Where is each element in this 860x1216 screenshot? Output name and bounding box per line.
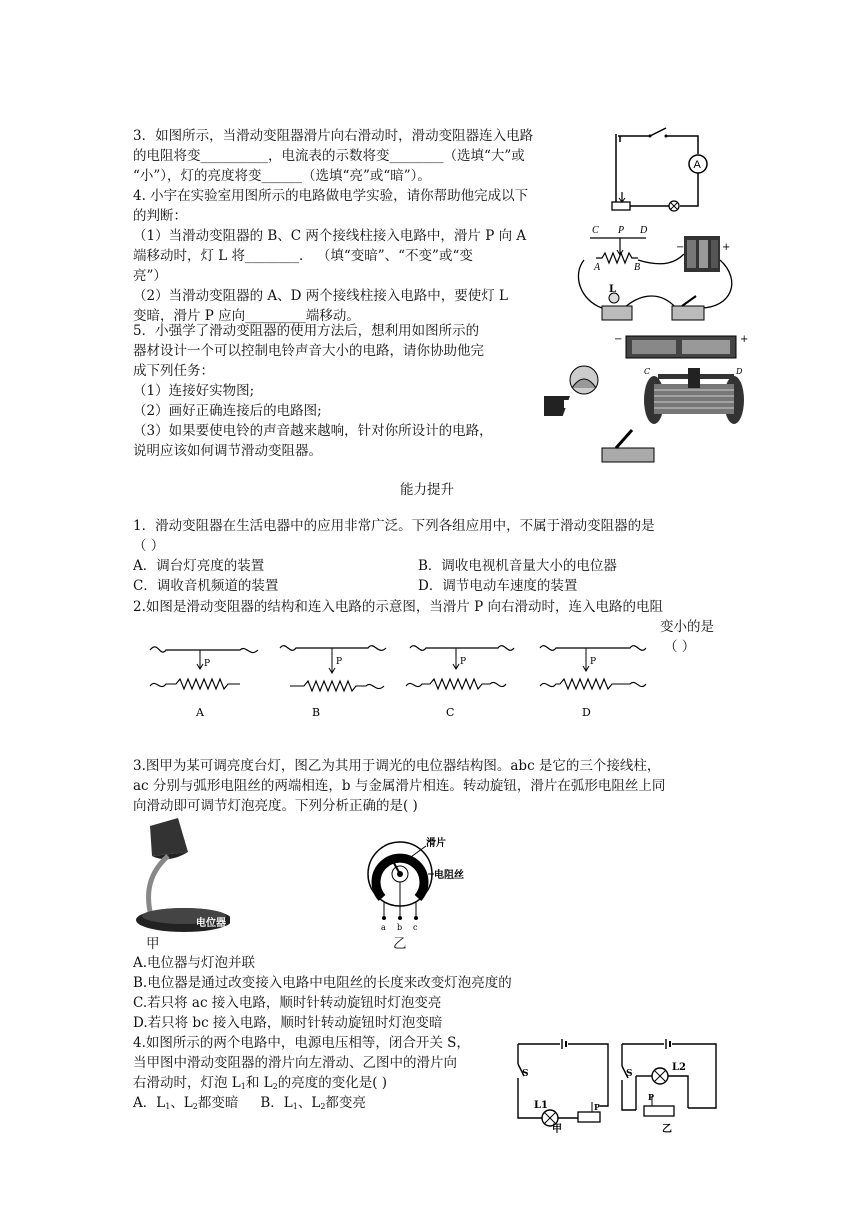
p3-terminal-a: a xyxy=(381,923,386,932)
q5-line-3: 成下列任务： xyxy=(133,363,214,379)
q4-fig-label-a: A xyxy=(594,262,601,273)
q4-fig-label-l: L xyxy=(609,284,617,295)
q5-line-1: 5．小强学了滑动变阻器的使用方法后，想利用如图所示的 xyxy=(133,323,480,339)
p4-yi-s: S xyxy=(626,1069,633,1079)
q3-line-3: “小”），灯的亮度将变______（选填“亮”或“暗”）。 xyxy=(133,168,431,184)
p1-option-b: B．调收电视机音量大小的电位器 xyxy=(418,558,617,574)
p3-lamp-label: 电位器 xyxy=(196,918,226,929)
p3-option-d: D.若只将 bc 接入电路，顺时针转动旋钮时灯泡变暗 xyxy=(133,1015,443,1031)
q3-circuit-figure xyxy=(600,124,730,216)
p3-terminal-b: b xyxy=(397,923,403,932)
q4-fig-label-c: C xyxy=(592,225,599,236)
q4-fig-label-p: P xyxy=(618,225,625,236)
p3-line-2: ac 分别与弧形电阻丝的两端相连，b 与金属滑片相连。转动旋钮，滑片在弧形电阻丝上同 xyxy=(133,778,666,794)
q4-fig-minus: − xyxy=(676,242,685,253)
q4-line-5: 亮”） xyxy=(133,268,167,284)
q3-line-2: 的电阻将变__________，电流表的示数将变________（选填“大”或 xyxy=(133,148,525,164)
q5-line-4: （1）连接好实物图; xyxy=(133,383,255,399)
p2-b-p-label: P xyxy=(336,657,343,667)
p3-option-c: C.若只将 ac 接入电路，顺时针转动旋钮时灯泡变亮 xyxy=(133,995,442,1011)
p2-diagram-b xyxy=(280,646,386,719)
p2-a-p-label: P xyxy=(204,659,211,669)
p3-option-b: B.电位器是通过改变接入电路中电阻丝的长度来改变灯泡亮度的 xyxy=(133,975,512,991)
q4-fig-label-b: B xyxy=(634,262,641,273)
p3-line-3: 向滑动即可调节灯泡亮度。下列分析正确的是( ) xyxy=(133,798,418,814)
p3-option-a: A.电位器与灯泡并联 xyxy=(133,955,256,971)
q5-line-6: （3）如果要使电铃的声音越来越响，针对你所设计的电路， xyxy=(133,423,493,439)
p2-line-2: 变小的是 xyxy=(660,619,714,635)
p3-potentiometer-figure xyxy=(360,832,480,940)
q5-apparatus-figure xyxy=(544,330,756,466)
p2-line-1: 2.如图是滑动变阻器的结构和连入电路的示意图，当滑片 P 向右滑动时，连入电路的电阻 xyxy=(133,599,664,615)
q3-line-1: 3．如图所示，当滑动变阻器滑片向右滑动时，滑动变阻器连入电路 xyxy=(133,128,534,144)
p2-diagram-d xyxy=(540,646,646,719)
p2-diagram-a xyxy=(150,647,258,719)
p2-label-a: A xyxy=(196,706,204,719)
p1-option-a: A．调台灯亮度的装置 xyxy=(133,558,265,574)
p4-jia-s: S xyxy=(522,1069,529,1079)
p3-lamp-figure xyxy=(130,812,230,934)
p4-circuit-jia xyxy=(518,1039,608,1134)
p4-caption-jia: 甲 xyxy=(552,1124,562,1134)
q5-line-2: 器材设计一个可以控制电铃声音大小的电路，请你协助他完 xyxy=(133,343,484,359)
q4-line-2: 的判断： xyxy=(133,208,187,224)
p4-jia-p: P xyxy=(594,1102,601,1112)
p3-line-1: 3.图甲为某可调亮度台灯，图乙为其用于调光的电位器结构图。abc 是它的三个接线柱， xyxy=(133,758,661,774)
p1-option-c: C．调收音机频道的装置 xyxy=(133,578,279,594)
p3-caption-jia: 甲 xyxy=(146,936,160,952)
p1-line-2: （ ） xyxy=(133,538,165,554)
p2-label-b: B xyxy=(312,706,321,719)
q4-fig-plus: + xyxy=(722,242,731,253)
svg-text:A: A xyxy=(693,159,701,171)
p2-line-3: （ ） xyxy=(664,639,696,655)
svg-text:+: + xyxy=(740,334,749,345)
p2-label-d: D xyxy=(582,706,591,719)
q4-line-4: 端移动时，灯 L 将________． （填“变暗”、“不变”或“变 xyxy=(133,248,473,264)
section-title: 能力提升 xyxy=(400,482,454,498)
p4-circuits-figure xyxy=(512,1036,722,1134)
p2-label-c: C xyxy=(446,706,455,719)
p3-caption-yi: 乙 xyxy=(393,936,407,952)
p4-circuit-yi xyxy=(622,1039,716,1134)
q4-line-7: 变暗，滑片 P 应向_________端移动。 xyxy=(133,308,360,324)
q4-line-3: （1）当滑动变阻器的 B、C 两个接线柱接入电路中，滑片 P 向 A xyxy=(133,228,527,244)
p4-yi-p: P xyxy=(648,1092,655,1102)
svg-text:−: − xyxy=(614,334,623,345)
q4-fig-label-d: D xyxy=(640,225,648,236)
p4-yi-l2: L2 xyxy=(672,1062,686,1073)
p3-wire-label: 电阻丝 xyxy=(434,870,464,881)
p2-diagram-c xyxy=(406,646,514,719)
p1-option-d: D．调节电动车速度的装置 xyxy=(418,578,578,594)
q5-line-5: （2）画好正确连接后的电路图; xyxy=(133,403,322,419)
q4-line-6: （2）当滑动变阻器的 A、D 两个接线柱接入电路中，要使灯 L xyxy=(133,288,508,304)
p3-slider-label: 滑片 xyxy=(426,838,446,849)
q4-apparatus-figure xyxy=(572,220,740,328)
q5-fig-label-d: D xyxy=(736,367,743,376)
q5-fig-label-c: C xyxy=(644,367,651,376)
p4-line-3: 右滑动时，灯泡 $L_1$和 $L_2$的亮度的变化是( ) xyxy=(133,1075,388,1091)
p2-rheostat-diagrams xyxy=(140,632,650,722)
p2-c-p-label: P xyxy=(460,657,467,667)
p4-options: A．$L_1$、$L_2$都变暗 B．$L_1$、$L_2$都变亮 xyxy=(133,1095,366,1111)
q4-line-1: 4. 小宇在实验室用图所示的电路做电学实验，请你帮助他完成以下 xyxy=(133,188,529,204)
p4-caption-yi: 乙 xyxy=(662,1124,672,1134)
q5-line-7: 说明应该如何调节滑动变阻器。 xyxy=(133,443,322,459)
p4-line-1: 4.如图所示的两个电路中，电源电压相等，闭合开关 S， xyxy=(133,1035,470,1051)
p3-terminal-c: c xyxy=(413,923,418,932)
p4-line-2: 当甲图中滑动变阻器的滑片向左滑动、乙图中的滑片向 xyxy=(133,1055,457,1071)
p1-line-1: 1．滑动变阻器在生活电器中的应用非常广泛。下列各组应用中，不属于滑动变阻器的是 xyxy=(133,518,655,534)
p4-jia-l1: L1 xyxy=(534,1100,548,1111)
p2-d-p-label: P xyxy=(590,657,597,667)
